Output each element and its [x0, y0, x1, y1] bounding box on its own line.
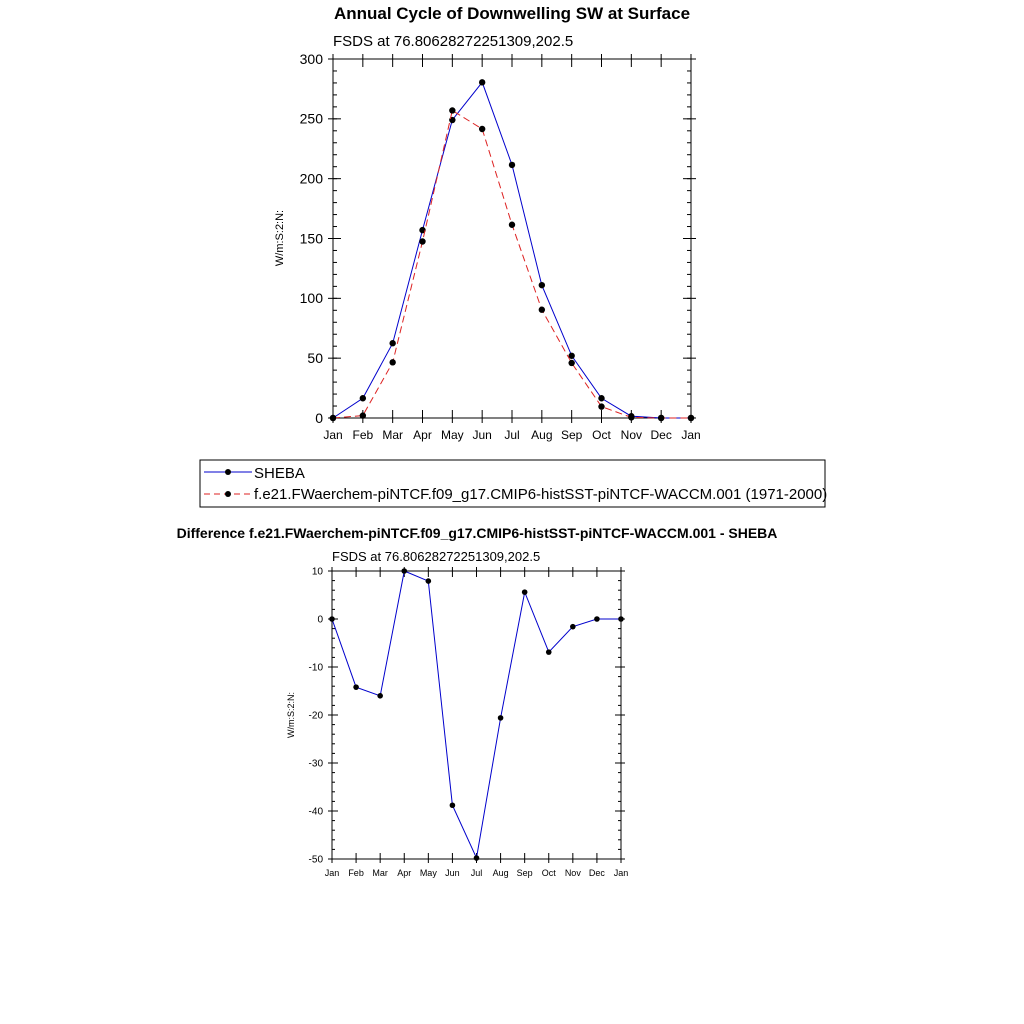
legend-sheba-label: SHEBA [254, 465, 305, 482]
chart2-ytick-label: -30 [308, 758, 323, 770]
chart1-series-0-point [449, 117, 455, 123]
chart2-subtitle: FSDS at 76.80628272251309,202.5 [332, 549, 541, 564]
chart1-xtick-label: Jan [323, 428, 343, 442]
chart1-ticks [300, 51, 701, 442]
chart1-series-group [330, 79, 694, 421]
chart2-series-0-point [353, 684, 359, 690]
chart1-ytick-label: 0 [315, 409, 323, 426]
chart2-ticks [309, 567, 629, 879]
chart1-series-1-point [330, 415, 336, 421]
chart1-ytick-label: 300 [299, 50, 323, 67]
chart2-xtick-label: Jul [470, 868, 483, 878]
chart1-ytick-label: 200 [299, 170, 323, 187]
chart2-xtick-label: Oct [541, 868, 556, 878]
chart2-xtick-label: Jan [324, 868, 340, 878]
legend-model-label: f.e21.FWaerchem-piNTCF.f09_g17.CMIP6-histSST-piNTCF-WACCM.001 (1971-2000) [254, 486, 828, 503]
chart1-xtick-label: Aug [531, 428, 553, 442]
chart2-series-0-point [377, 693, 383, 699]
chart1-subtitle: FSDS at 76.80628272251309,202.5 [333, 33, 574, 50]
chart2-series-group [329, 568, 624, 861]
chart2-xtick-label: Nov [564, 868, 581, 878]
chart1-ytick-label: 50 [307, 350, 323, 367]
chart1-series-0-point [598, 395, 604, 401]
legend-sheba-marker [225, 469, 231, 475]
chart1-ytick-label: 100 [299, 290, 323, 307]
chart1-series-1-point [479, 126, 485, 132]
chart2-plot-frame [332, 571, 621, 859]
chart2-series-0-point [618, 616, 624, 622]
chart1-plot-frame [333, 59, 691, 418]
chart2-xtick-label: Jun [445, 868, 460, 878]
chart2-y-axis-label: W/m:S:2:N: [286, 691, 296, 739]
chart1-xtick-label: Apr [413, 428, 432, 442]
chart1-series-1-point [419, 238, 425, 244]
chart1-xtick-label: Mar [382, 428, 404, 442]
chart2-xtick-label: Dec [588, 868, 605, 878]
chart1-xtick-label: Oct [592, 428, 611, 442]
chart1-series-1-point [539, 307, 545, 313]
chart2-title: Difference f.e21.FWaerchem-piNTCF.f09_g17.CMIP6-histSST-piNTCF-WACCM.001 - SHEBA [176, 525, 778, 541]
chart2-ytick-label: 0 [317, 614, 323, 626]
chart2-ytick-label: -40 [308, 806, 323, 818]
chart1-xtick-label: Jun [472, 428, 492, 442]
chart2-series-0-point [522, 589, 528, 595]
chart2-xtick-label: Apr [397, 868, 412, 878]
chart1-series-0-point [509, 162, 515, 168]
chart1-xtick-label: Jan [681, 428, 701, 442]
chart1-series-1-point [598, 403, 604, 409]
chart2-ytick-label: 10 [311, 566, 323, 578]
chart1-ytick-label: 150 [299, 230, 323, 247]
chart2-series-0-point [594, 616, 600, 622]
difference-chart [177, 525, 778, 878]
chart2-xtick-label: Feb [348, 868, 364, 878]
chart2-series-0-point [401, 568, 407, 574]
chart2-series-0-point [450, 802, 456, 808]
chart1-series-0-line [333, 82, 691, 418]
chart2-ytick-label: -20 [308, 710, 323, 722]
chart1-series-1-point [449, 107, 455, 113]
chart2-series-0-point [474, 855, 480, 861]
chart1-series-1-point [389, 359, 395, 365]
chart1-series-1-point [688, 415, 694, 421]
chart1-xtick-label: Jul [504, 428, 520, 442]
chart2-series-0-point [546, 649, 552, 655]
chart1-series-1-point [658, 415, 664, 421]
chart1-series-0-point [479, 79, 485, 85]
chart1-series-1-point [509, 222, 515, 228]
chart2-series-0-line [332, 571, 621, 858]
chart2-series-0-point [570, 624, 576, 630]
chart1-series-0-point [360, 395, 366, 401]
chart1-xtick-label: May [440, 428, 464, 442]
chart1-series-0-point [389, 340, 395, 346]
chart1-title: Annual Cycle of Downwelling SW at Surface [333, 4, 691, 23]
chart2-xtick-label: May [419, 868, 437, 878]
chart1-series-1-point [628, 414, 634, 420]
chart1-xtick-label: Dec [650, 428, 672, 442]
chart2-xtick-label: Sep [516, 868, 533, 878]
chart1-series-1-line [333, 111, 691, 419]
chart2-ytick-label: -50 [308, 854, 323, 866]
chart2-xtick-label: Mar [372, 868, 388, 878]
chart1-series-1-point [360, 412, 366, 418]
chart1-xtick-label: Feb [352, 428, 374, 442]
annual-cycle-chart [200, 4, 827, 507]
chart2-series-0-point [329, 616, 335, 622]
chart1-y-axis-label: W/m:S:2:N: [274, 209, 286, 267]
chart1-series-1-point [568, 360, 574, 366]
chart2-ytick-label: -10 [308, 662, 323, 674]
chart2-xtick-label: Aug [492, 868, 509, 878]
chart1-xtick-label: Nov [620, 428, 643, 442]
chart1-ytick-label: 250 [299, 110, 323, 127]
legend-model-marker [225, 491, 231, 497]
chart2-xtick-label: Jan [613, 868, 629, 878]
chart1-xtick-label: Sep [560, 428, 583, 442]
chart2-series-0-point [426, 578, 432, 584]
chart1-series-0-point [539, 282, 545, 288]
chart2-series-0-point [498, 715, 504, 721]
